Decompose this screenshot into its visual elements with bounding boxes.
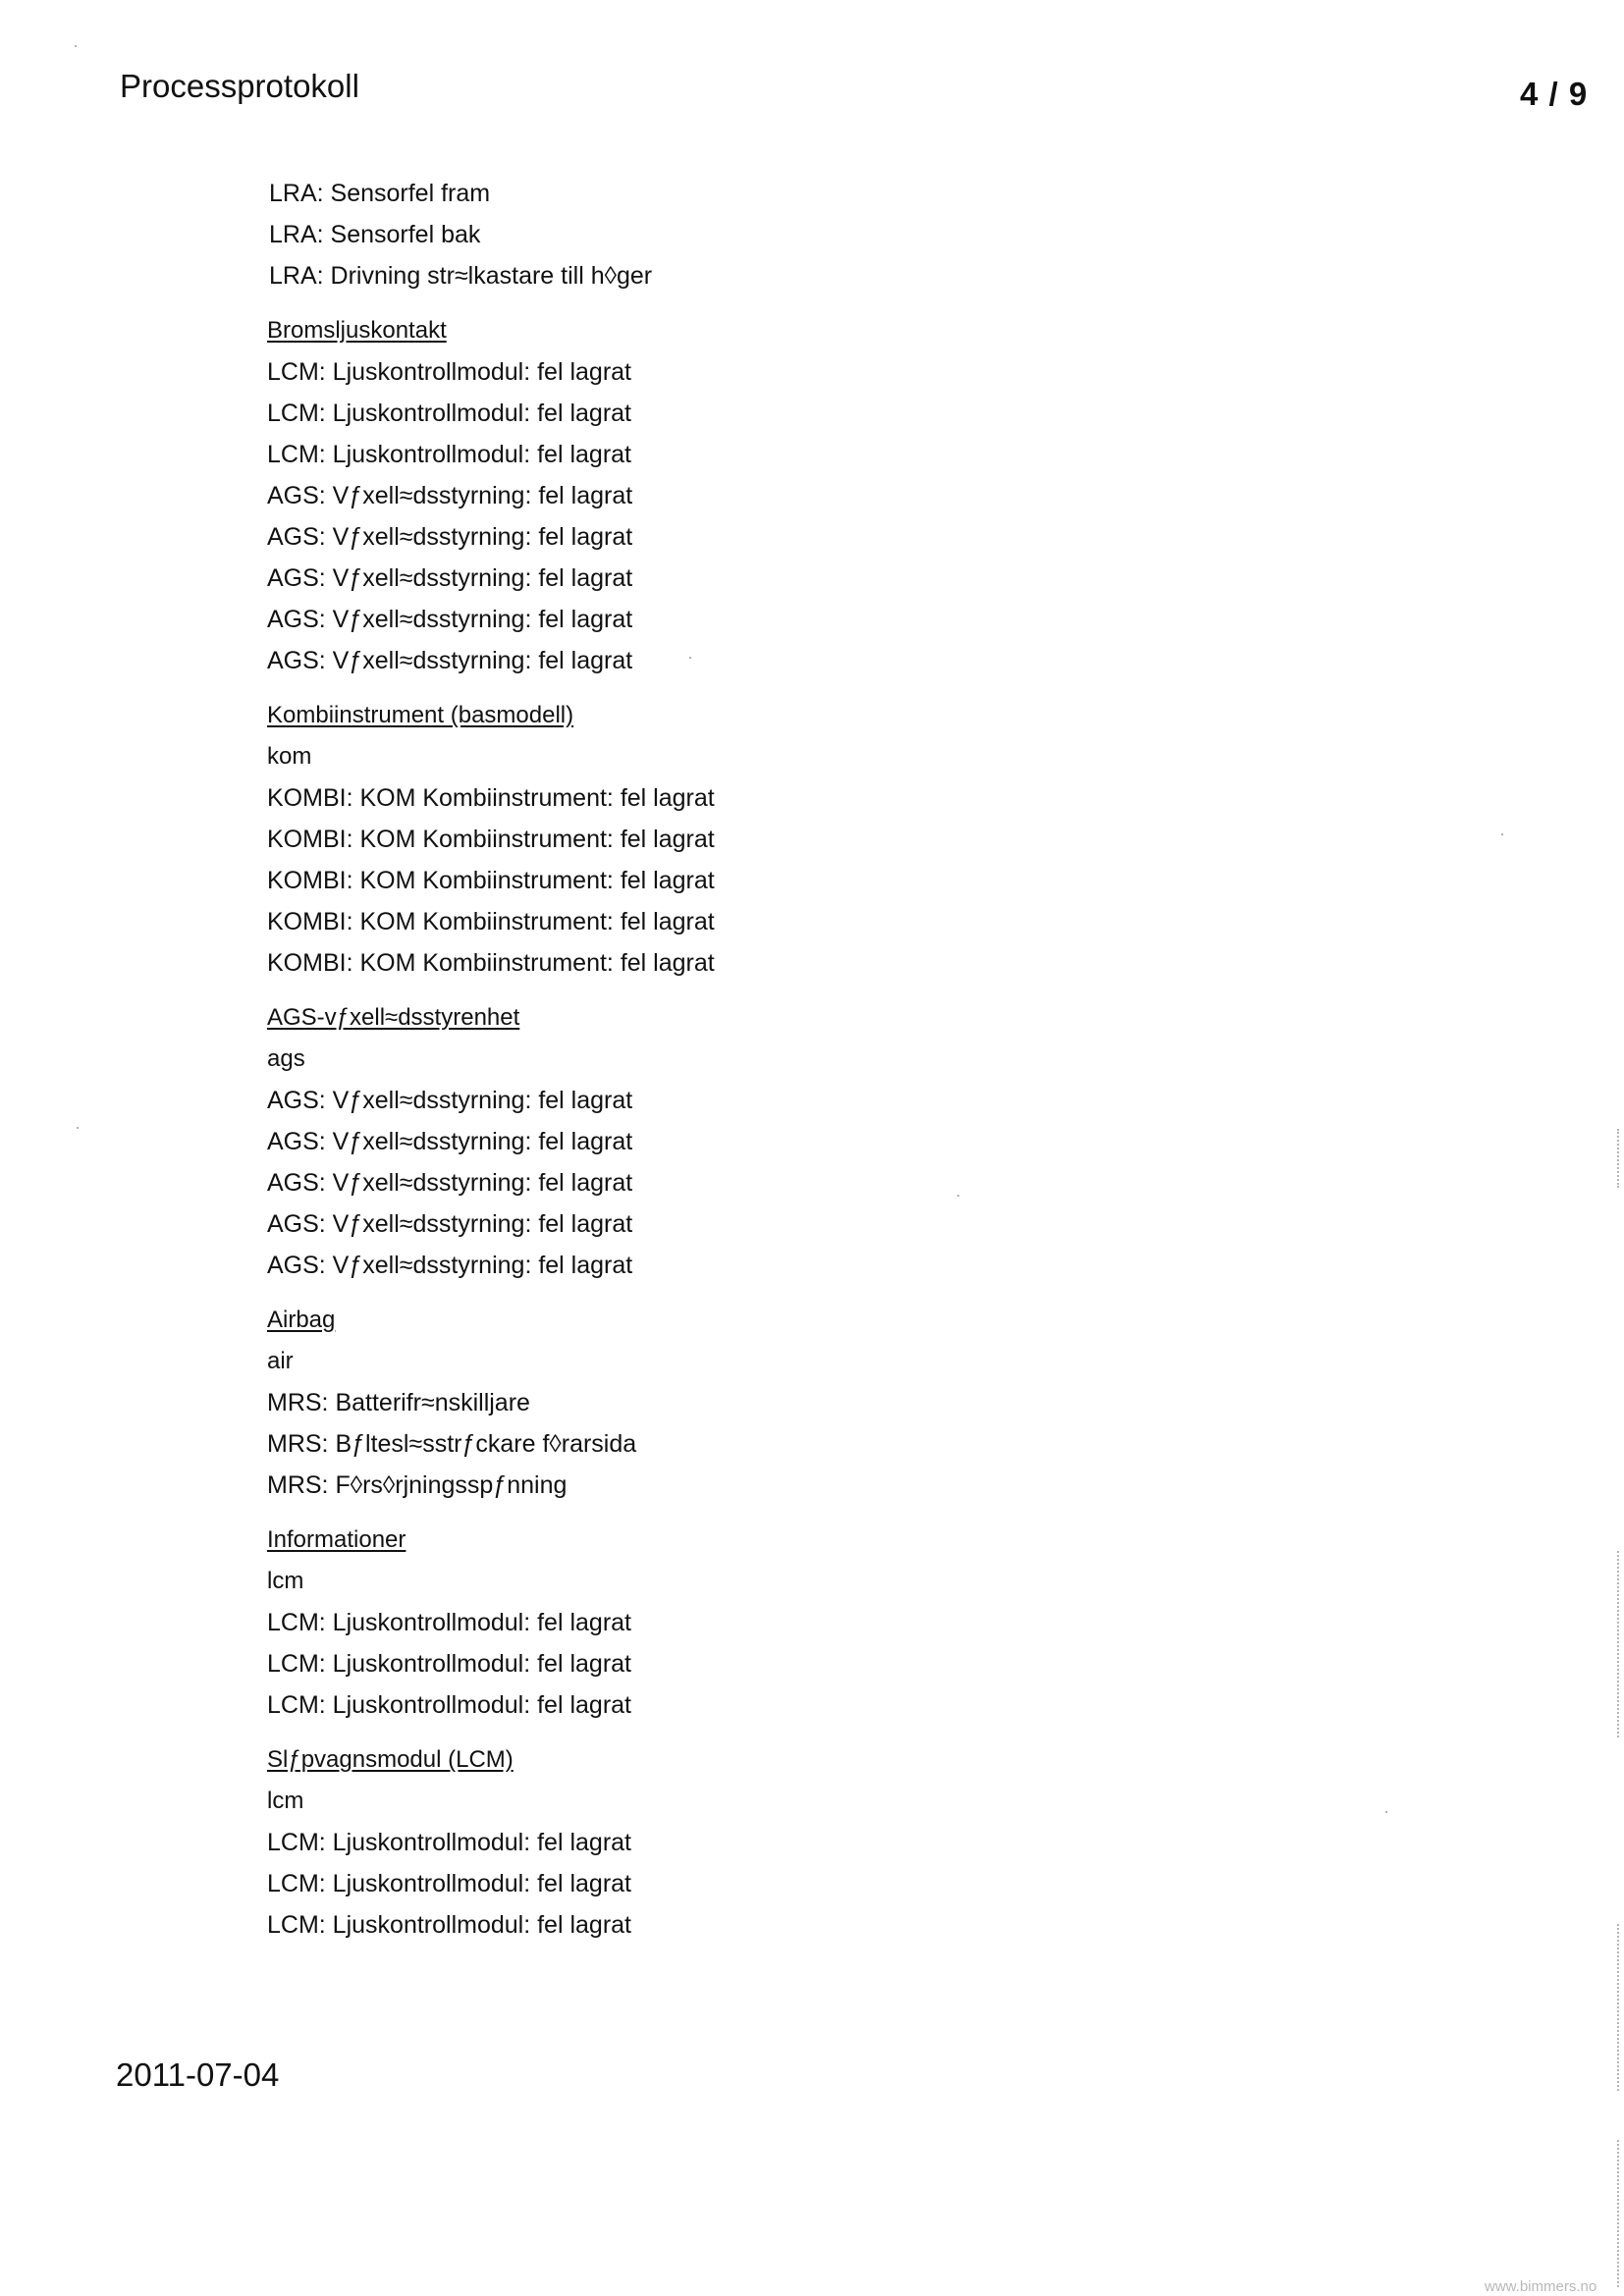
fault-entry: AGS: Vƒxell≈dsstyrning: fel lagrat: [267, 1169, 633, 1197]
fault-entry: KOMBI: KOM Kombiinstrument: fel lagrat: [267, 867, 715, 894]
section-slapvagnsmodul: [263, 1739, 1147, 1946]
fault-entry: LCM: Ljuskontrollmodul: fel lagrat: [267, 358, 631, 386]
section-heading: AGS-vƒxell≈dsstyrenhet: [267, 1004, 520, 1031]
fault-entry: LCM: Ljuskontrollmodul: fel lagrat: [267, 1691, 631, 1719]
scan-edge-mark: [1617, 1924, 1621, 2091]
scan-speck: [957, 1195, 959, 1197]
section-ags: [263, 997, 1147, 1286]
section-kombiinstrument: [263, 695, 1147, 984]
intro-line: LRA: Sensorfel fram: [269, 180, 491, 207]
section-heading: Kombiinstrument (basmodell): [267, 702, 574, 728]
fault-entry: KOMBI: KOM Kombiinstrument: fel lagrat: [267, 826, 715, 853]
section-heading: Informationer: [267, 1526, 406, 1553]
fault-entry: AGS: Vƒxell≈dsstyrning: fel lagrat: [267, 1252, 633, 1279]
watermark: www.bimmers.no: [1485, 2278, 1597, 2295]
fault-entry: AGS: Vƒxell≈dsstyrning: fel lagrat: [267, 1210, 633, 1238]
fault-entry: LCM: Ljuskontrollmodul: fel lagrat: [267, 1870, 631, 1897]
scan-speck: [77, 1127, 79, 1129]
intro-line: LRA: Drivning str≈lkastare till h◊ger: [269, 262, 653, 290]
fault-entry: AGS: Vƒxell≈dsstyrning: fel lagrat: [267, 606, 633, 633]
section-heading: Bromsljuskontakt: [267, 317, 447, 344]
scan-edge-mark: [1617, 1551, 1621, 1737]
section-code: lcm: [267, 1568, 304, 1594]
fault-entry: LCM: Ljuskontrollmodul: fel lagrat: [267, 400, 631, 427]
fault-entry: LCM: Ljuskontrollmodul: fel lagrat: [267, 1609, 631, 1636]
scan-edge-mark: [1617, 2140, 1621, 2287]
protocol-content: [263, 173, 1147, 1946]
report-date: 2011-07-04: [116, 2056, 280, 2093]
fault-entry: MRS: F◊rs◊rjningsspƒnning: [267, 1471, 568, 1499]
fault-entry: LCM: Ljuskontrollmodul: fel lagrat: [267, 1650, 631, 1678]
section-informationer: [263, 1520, 1147, 1726]
fault-entry: MRS: Bƒltesl≈sstrƒckare f◊rarsida: [267, 1430, 637, 1458]
fault-entry: AGS: Vƒxell≈dsstyrning: fel lagrat: [267, 564, 633, 592]
scan-speck: [75, 45, 77, 47]
section-code: kom: [267, 743, 312, 770]
fault-entry: AGS: Vƒxell≈dsstyrning: fel lagrat: [267, 1128, 633, 1155]
fault-entry: KOMBI: KOM Kombiinstrument: fel lagrat: [267, 949, 715, 977]
scan-speck: [1501, 833, 1503, 835]
section-heading: Airbag: [267, 1307, 336, 1333]
page-title: Processprotokoll: [120, 68, 359, 104]
section-airbag: [263, 1300, 1147, 1506]
fault-entry: AGS: Vƒxell≈dsstyrning: fel lagrat: [267, 1087, 633, 1114]
section-code: ags: [267, 1045, 305, 1072]
scan-speck: [689, 657, 691, 659]
section-code: lcm: [267, 1788, 304, 1814]
scan-edge-mark: [1617, 1129, 1621, 1188]
section-heading: Slƒpvagnsmodul (LCM): [267, 1746, 514, 1773]
scan-speck: [1385, 1811, 1387, 1813]
section-bromsljuskontakt: [263, 310, 1147, 681]
section-code: air: [267, 1348, 294, 1374]
fault-entry: LCM: Ljuskontrollmodul: fel lagrat: [267, 441, 631, 468]
fault-entry: LCM: Ljuskontrollmodul: fel lagrat: [267, 1911, 631, 1939]
fault-entry: KOMBI: KOM Kombiinstrument: fel lagrat: [267, 908, 715, 935]
intro-line: LRA: Sensorfel bak: [269, 221, 481, 248]
fault-entry: LCM: Ljuskontrollmodul: fel lagrat: [267, 1829, 631, 1856]
fault-entry: AGS: Vƒxell≈dsstyrning: fel lagrat: [267, 482, 633, 509]
fault-entry: AGS: Vƒxell≈dsstyrning: fel lagrat: [267, 647, 633, 674]
intro-lines: [263, 173, 1147, 296]
fault-entry: KOMBI: KOM Kombiinstrument: fel lagrat: [267, 784, 715, 812]
fault-entry: MRS: Batterifr≈nskilljare: [267, 1389, 530, 1416]
page-number: 4 / 9: [1520, 76, 1589, 112]
fault-entry: AGS: Vƒxell≈dsstyrning: fel lagrat: [267, 523, 633, 551]
